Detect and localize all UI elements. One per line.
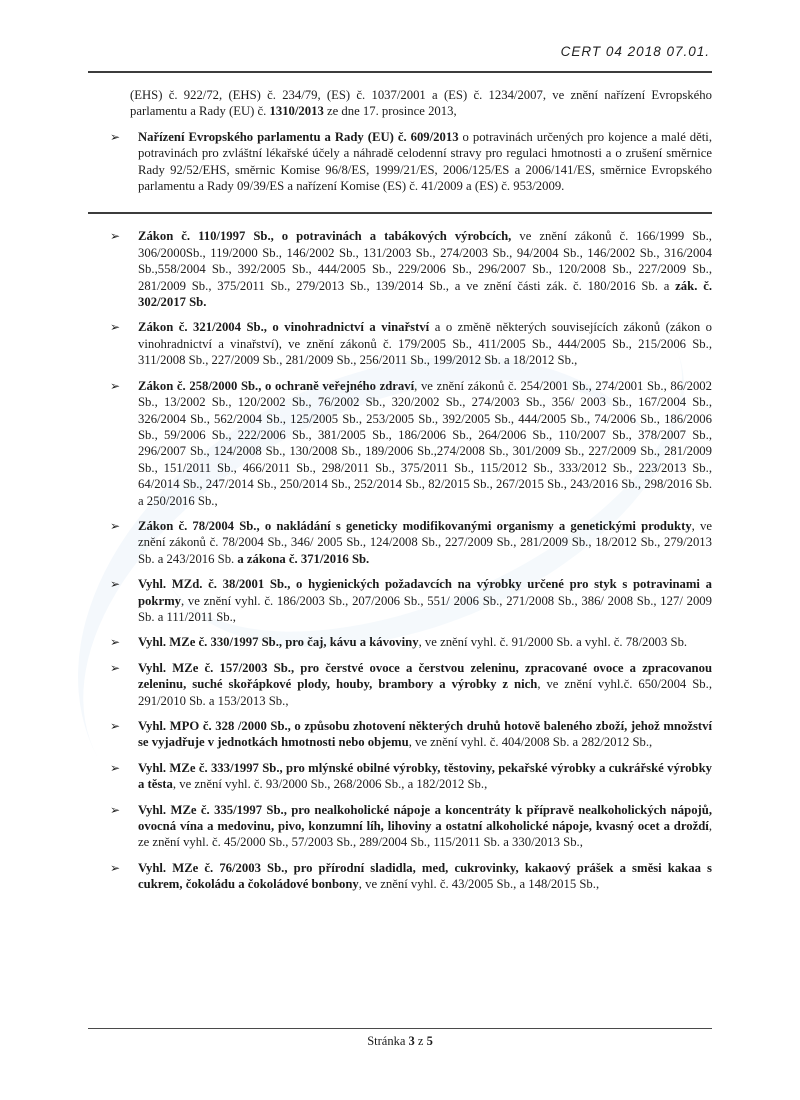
bullet-arrow-icon: ➢: [110, 577, 121, 592]
paragraph-text: Vyhl. MZd. č. 38/2001 Sb., o hygienických požadavcích na výrobky určené pro styk s potravinami a pokrmy, ve znění vyhl. č. 186/2003 Sb., 207/2006 Sb., 551/ 2006 Sb., 271/2008 Sb., 386/ 2008 Sb., 127/ 2009 Sb. a 111/2011 Sb.,: [138, 577, 712, 624]
list-item: [88, 129, 712, 195]
list-item: [88, 228, 712, 310]
paragraph-text: Vyhl. MZe č. 333/1997 Sb., pro mlýnské obilné výrobky, těstoviny, pekařské výrobky a cukrářské výrobky a těsta, ve znění vyhl. č. 93/2000 Sb., 268/2006 Sb., a 182/2012 Sb.,: [138, 760, 712, 792]
page-footer: [88, 1028, 712, 1049]
list-item: [88, 319, 712, 368]
paragraph-text: Vyhl. MZe č. 76/2003 Sb., pro přírodní sladidla, med, cukrovinky, kakaový prášek a směsi kakaa s cukrem, čokoládu a čokoládové bonbony, ve znění vyhl. č. 43/2005 Sb., a 148/2015 Sb.,: [138, 860, 712, 892]
section-divider: [88, 212, 712, 214]
paragraph-text: Nařízení Evropského parlamentu a Rady (EU) č. 609/2013 o potravinách určených pro kojence a malé děti, potravinách pro zvláštní lékařské účely a náhradě celodenní stravy pro regulaci hmotnosti a o zrušení směrnice Rady 92/52/EHS, směrnic Komise 96/8/ES, 1999/21/ES, 2006/125/ES a 2006/141/ES, směrnice Evropského parlamentu a Rady 09/39/ES a nařízení Komise (ES) č. 41/2009 a (ES) č. 953/2009.: [138, 129, 713, 194]
list-item: [88, 802, 712, 851]
list-item: [88, 660, 712, 709]
bullet-arrow-icon: ➢: [110, 860, 121, 875]
bullet-arrow-icon: ➢: [110, 802, 121, 817]
bullet-arrow-icon: ➢: [110, 518, 121, 533]
list-item: [88, 576, 712, 625]
list-item: [88, 718, 712, 751]
bullet-arrow-icon: ➢: [110, 129, 121, 144]
paragraph-text: Zákon č. 258/2000 Sb., o ochraně veřejného zdraví, ve znění zákonů č. 254/2001 Sb., 274/2001 Sb., 86/2002 Sb., 13/2002 Sb., 120/2002 Sb., 76/2002 Sb., 320/2002 Sb., 274/2003 Sb., 356/ 2003 Sb., 167/2004 Sb., 326/2004 Sb., 562/2004 Sb., 125/2005 Sb., 253/2005 Sb., 392/2005 Sb., 444/2005 Sb., 74/2006 Sb., 186/2006 Sb., 59/2006 Sb., 222/2006 Sb., 381/2005 Sb., 186/2006 Sb., 264/2006 Sb., 110/2007 Sb., 378/2007 Sb., 296/2007 Sb., 124/2008 Sb., 130/2008 Sb., 189/2006 Sb.,274/2008 Sb., 301/2009 Sb., 227/2009 Sb., 281/2009 Sb., 151/2011 Sb., 466/2011 Sb., 298/2011 Sb., 375/2011 Sb., 115/2012 Sb., 333/2012 Sb., 223/2013 Sb., 64/2014 Sb., 247/2014 Sb., 250/2014 Sb., 252/2014 Sb., 82/2015 Sb., 267/2015 Sb., 243/2016 Sb., 298/2016 Sb. a 250/2016 Sb.,: [138, 378, 712, 508]
paragraph-text: (EHS) č. 922/72, (EHS) č. 234/79, (ES) č. 1037/2001 a (ES) č. 1234/2007, ve znění nařízení Evropského parlamentu a Rady (EU) č. 1310/2013 ze dne 17. prosince 2013,: [130, 88, 712, 119]
bullet-arrow-icon: ➢: [110, 320, 121, 335]
paragraph-text: Zákon č. 78/2004 Sb., o nakládání s geneticky modifikovanými organismy a genetickými produkty, ve znění zákonů č. 78/2004 Sb., 346/ 2005 Sb., 124/2008 Sb., 227/2009 Sb., 281/2009 Sb., 18/2012 Sb., 279/2013 Sb. a 243/2016 Sb. a zákona č. 371/2016 Sb.: [138, 518, 713, 566]
paragraph-text: Vyhl. MZe č. 330/1997 Sb., pro čaj, kávu a kávoviny, ve znění vyhl. č. 91/2000 Sb. a vyhl. č. 78/2003 Sb.: [138, 635, 688, 650]
list-item: [88, 378, 712, 509]
bullet-arrow-icon: ➢: [110, 229, 121, 244]
bullet-arrow-icon: ➢: [110, 660, 121, 675]
paragraph-text: Zákon č. 321/2004 Sb., o vinohradnictví a vinařství a o změně některých souvisejících zákonů (zákon o vinohradnictví a vinařství), ve znění zákonů č. 179/2005 Sb., 411/2005 Sb., 444/2005 Sb., 215/2006 Sb., 311/2008 Sb., 227/2009 Sb., 281/2009 Sb., 256/2011 Sb., 199/2012 Sb. a 18/2012 Sb.,: [138, 320, 712, 368]
list-item: [88, 518, 712, 567]
paragraph-text: Vyhl. MZe č. 157/2003 Sb., pro čerstvé ovoce a čerstvou zeleninu, zpracované ovoce a zpracovanou zeleninu, suché skořápkové plody, houby, brambory a výrobky z nich, ve znění vyhl.č. 650/2004 Sb., 291/2010 Sb. a 153/2013 Sb.,: [138, 660, 712, 708]
list-item: [88, 634, 712, 650]
bullet-arrow-icon: ➢: [110, 378, 121, 393]
paragraph-text: Zákon č. 110/1997 Sb., o potravinách a tabákových výrobcích, ve znění zákonů č. 166/1999 Sb., 306/2000Sb., 119/2000 Sb., 146/2002 Sb., 131/2003 Sb., 274/2003 Sb., 94/2004 Sb., 146/2002 Sb., 316/2004 Sb.,558/2004 Sb., 392/2005 Sb., 444/2005 Sb., 229/2006 Sb., 296/2007 Sb., 120/2008 Sb., 227/2009 Sb., 281/2009 Sb., 375/2011 Sb., 279/2013 Sb., 139/2014 Sb., a ve znění části zák. č. 180/2016 Sb. a zák. č. 302/2017 Sb.: [138, 229, 712, 310]
paragraph-text: Vyhl. MZe č. 335/1997 Sb., pro nealkoholické nápoje a koncentráty k přípravě nealkoholických nápojů, ovocná vína a medovinu, pivo, konzumní líh, lihoviny a ostatní alkoholické nápoje, kvasný ocet a droždí, ze znění vyhl. č. 45/2000 Sb., 57/2003 Sb., 289/2004 Sb., 115/2011 Sb. a 330/2013 Sb.,: [138, 802, 712, 850]
paragraph-text: Vyhl. MPO č. 328 /2000 Sb., o způsobu zhotovení některých druhů hotově baleného zboží, jehož množství se vyjadřuje v jednotkách hmotnosti nebo objemu, ve znění vyhl. č. 404/2008 Sb. a 282/2012 Sb.,: [138, 719, 712, 750]
header-rule: [88, 71, 712, 73]
bullet-arrow-icon: ➢: [110, 760, 121, 775]
bullet-arrow-icon: ➢: [110, 719, 121, 733]
list-item: [88, 760, 712, 793]
paragraph: [88, 87, 712, 120]
page-number-text: Stránka 3 z 5: [367, 1034, 433, 1048]
bullet-arrow-icon: ➢: [110, 635, 121, 650]
cert-stamp-header: CERT 04 2018 07.01.: [560, 44, 710, 59]
list-item: [88, 860, 712, 893]
document-body: [88, 87, 712, 893]
